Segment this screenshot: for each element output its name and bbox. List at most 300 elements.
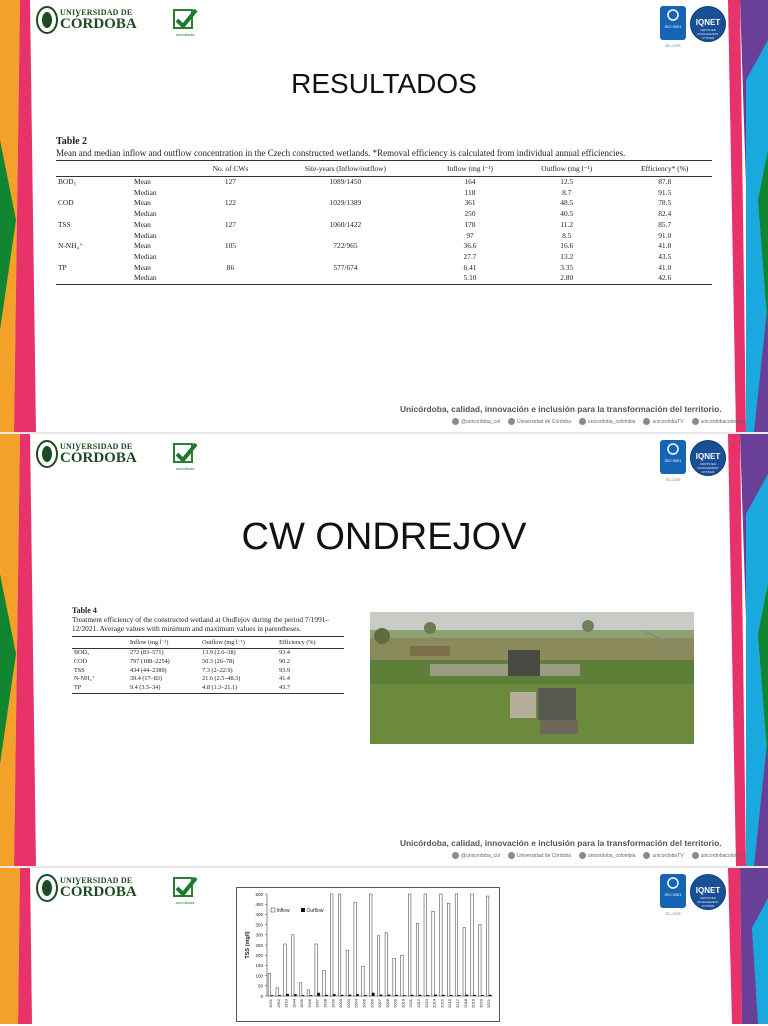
table-cell: 91.0 (658, 230, 672, 240)
table-cell: 43.5 (658, 251, 672, 261)
table-cell: Mean (134, 198, 151, 208)
table-row (56, 177, 712, 188)
table-cell (267, 188, 424, 199)
col-header: Efficiency* (%) (617, 161, 712, 177)
col-header: Efficiency (%) (277, 637, 344, 649)
table-cell: Median (134, 209, 157, 219)
outflow-bar (372, 993, 374, 996)
y-axis-label: TSS (mg/l) (245, 931, 251, 959)
outflow-bar (333, 994, 335, 996)
inflow-bar (331, 894, 333, 996)
table-cell: 2.80 (516, 273, 617, 284)
outflow-bar (349, 995, 351, 996)
outflow-bar (419, 995, 421, 996)
icontec-logo-icon (660, 440, 686, 456)
inflow-bar (401, 955, 403, 996)
x-tick-label: 2016 (447, 999, 453, 1008)
table-cell: 118 (464, 187, 476, 197)
iqnet-badge (690, 874, 726, 910)
social-twitter[interactable] (452, 418, 500, 425)
inflow-bar (424, 894, 426, 996)
inflow-bar (463, 928, 465, 996)
x-tick-label: 2019 (470, 999, 476, 1008)
inflow-bar (299, 983, 301, 996)
icontec-logo-icon (660, 6, 686, 22)
x-tick-label: 2012 (416, 999, 422, 1008)
table-cell (56, 231, 132, 242)
table-cell (194, 188, 267, 199)
table-cell: 39.4 (17–83) (130, 675, 162, 683)
table-row (72, 667, 344, 676)
table-cell: 8.7 (562, 187, 572, 197)
outflow-bar (294, 994, 296, 996)
table-cell: 50.3 (26–78) (202, 657, 235, 665)
x-tick-label: 1994 (291, 999, 297, 1008)
accreditation-badge (172, 876, 198, 906)
efficiency-table-czech (56, 136, 712, 285)
col-header: Outflow (mg l⁻¹) (200, 637, 277, 649)
outflow-bar (489, 995, 491, 996)
table-cell: 86 (226, 262, 235, 272)
x-tick-label: 2000 (338, 999, 344, 1008)
right-decorative-band (728, 434, 768, 866)
social-links (452, 418, 745, 425)
table-cell: 40.5 (560, 209, 574, 219)
table-cell: 12.5 (560, 177, 574, 186)
table-cell: 41.8 (658, 241, 672, 251)
x-tick-label: 2020 (478, 999, 484, 1008)
social-facebook[interactable] (508, 852, 571, 859)
outflow-bar (450, 995, 452, 996)
table-cell: COD (74, 657, 88, 665)
university-name-line1: UNIVERSIDAD DE (60, 8, 133, 17)
icontec-badge (660, 874, 686, 908)
table-row (56, 198, 712, 209)
x-tick-label: 2013 (423, 999, 429, 1008)
iqnet-sub: CERTIFIED MANAGEMENT SYSTEM (697, 28, 719, 40)
x-tick-label: 2003 (345, 999, 351, 1008)
table-cell: 36.6 (463, 241, 477, 251)
table-cell: 250 (464, 209, 476, 219)
table-cell: 27.7 (463, 251, 477, 261)
social-handle: unicordobacolombia (700, 852, 746, 859)
footer-slogan: Unicórdoba, calidad, innovación e inclusión para la transformación del territorio. (400, 838, 722, 848)
table-cell (56, 273, 132, 284)
y-tick-label: 450 (255, 902, 263, 907)
outflow-bar (411, 995, 413, 996)
inflow-bar (268, 974, 270, 996)
accreditation-label: acreditada (175, 32, 195, 37)
outflow-bar (286, 994, 288, 996)
instagram-icon (579, 418, 586, 425)
inflow-bar (432, 911, 434, 996)
table-cell (267, 252, 424, 263)
inflow-bar (408, 894, 410, 996)
table-cell: Mean (134, 219, 151, 229)
outflow-bar (442, 995, 444, 996)
inflow-bar (416, 924, 418, 996)
table-cell: 42.6 (617, 273, 712, 284)
inflow-bar (338, 894, 340, 996)
col-header: Inflow (mg l⁻¹) (128, 637, 200, 649)
x-tick-label: 2011 (408, 999, 414, 1008)
social-handle: unicordobaTV (652, 418, 684, 425)
table-cell: 90.2 (279, 657, 290, 665)
x-tick-label: 2018 (462, 999, 468, 1008)
outflow-bar (364, 995, 366, 996)
iqnet-sub: CERTIFIED MANAGEMENT SYSTEM (697, 896, 719, 908)
university-name-line1: UNIVERSIDAD DE (60, 442, 133, 451)
col-header: Outflow (mg l⁻¹) (516, 161, 617, 177)
inflow-bar (315, 944, 317, 996)
table-header-row (72, 637, 344, 649)
inflow-bar (486, 896, 488, 996)
x-tick-label: 1998 (322, 999, 328, 1008)
table-row (56, 188, 712, 199)
col-header: Site-years (Inflow/outflow) (267, 161, 424, 177)
instagram-icon (579, 852, 586, 859)
table-cell: 16.6 (560, 241, 574, 251)
social-links (452, 852, 745, 859)
university-name-line2: CÓRDOBA (60, 16, 137, 32)
outflow-bar (473, 995, 475, 996)
y-tick-label: 300 (255, 932, 263, 938)
accreditation-badge (172, 8, 198, 38)
social-instagram[interactable] (579, 418, 636, 425)
table-cell: Median (134, 251, 157, 261)
table-cell: 82.4 (658, 209, 672, 219)
footer-slogan: Unicórdoba, calidad, innovación e inclusión para la transformación del territorio. (400, 404, 722, 414)
x-tick-label: 2017 (454, 999, 460, 1008)
table-cell: 97 (466, 230, 474, 240)
outflow-bar (403, 995, 405, 996)
table-cell: 9.4 (3.5–34) (128, 684, 200, 693)
accreditation-label: acreditada (175, 900, 195, 905)
table-label: Table 4 (72, 606, 97, 615)
icontec-logo-icon (660, 874, 686, 890)
accreditation-label: acreditada (175, 466, 195, 471)
x-tick-label: 1991 (267, 999, 273, 1008)
table-cell: 78.5 (658, 198, 672, 208)
tss-chart-frame (236, 887, 500, 1022)
table-cell: 11.2 (560, 219, 574, 229)
icontec-code: ISO 9001 (664, 458, 682, 463)
table-row (56, 263, 712, 274)
slide-title: RESULTADOS (291, 68, 477, 99)
table-caption: Mean and median inflow and outflow concentration in the Czech constructed wetlands. *Removal efficiency is calculated from individual annual efficiencies. (56, 148, 626, 158)
youtube-icon (643, 418, 650, 425)
social-youtube[interactable] (643, 852, 683, 859)
x-tick-label: 1993 (283, 999, 289, 1008)
table-cell: N-NH₄⁺ (74, 675, 95, 683)
table-caption: Treatment efficiency of the constructed wetland at Ondřejov during the period 7/1991–12/2021. Average values with minimum and maximum values in parentheses. (72, 615, 330, 633)
y-tick-label: 500 (255, 891, 263, 897)
x-tick-label: 2005 (361, 999, 367, 1008)
table-row (72, 675, 344, 684)
iqnet-name: IQNET (695, 886, 721, 895)
table-cell: 1060/1422 (329, 219, 362, 229)
table-row (56, 231, 712, 242)
icontec-badge (660, 440, 686, 474)
x-tick-label: 1997 (314, 999, 320, 1008)
social-youtube[interactable] (643, 418, 683, 425)
checkmark-icon (172, 442, 198, 466)
table-cell: Median (132, 273, 194, 284)
social-handle: @unicordoba_col (461, 418, 500, 425)
table-cell: TSS (74, 666, 85, 674)
table-cell: 164 (464, 177, 476, 186)
table-cell (267, 209, 424, 220)
inflow-bar (377, 936, 379, 996)
checkmark-icon (172, 8, 198, 32)
table-cell: Mean (134, 177, 151, 186)
iqnet-badge (690, 6, 726, 42)
x-tick-label: 2009 (392, 999, 398, 1008)
inflow-bar (354, 902, 356, 996)
table-cell: 105 (224, 241, 236, 251)
y-tick-label: 200 (255, 953, 263, 958)
table-cell: 7.3 (2–22.9) (202, 666, 233, 674)
university-seal-icon (36, 439, 60, 469)
social-tiktok[interactable] (692, 418, 746, 425)
col-header: No. of CWs (194, 161, 267, 177)
icontec-sub: SC-CER (665, 911, 681, 916)
university-name-line1: UNIVERSIDAD DE (60, 876, 133, 885)
table-cell: 434 (44–2389) (130, 666, 167, 674)
university-seal-icon (36, 873, 60, 903)
table-cell: Median (134, 230, 157, 240)
col-header (72, 637, 128, 649)
outflow-bar (310, 995, 312, 996)
checkmark-icon (172, 876, 198, 900)
table-cell: 127 (224, 219, 236, 229)
outflow-bar (481, 995, 483, 996)
icontec-code: ISO 9001 (664, 892, 682, 897)
table-cell (56, 188, 132, 199)
table-cell: 93.4 (279, 649, 290, 656)
outflow-bar (278, 995, 280, 996)
table-cell: 361 (464, 198, 476, 208)
x-tick-label: 1999 (330, 999, 336, 1008)
outflow-bar (356, 994, 358, 996)
efficiency-table-ondrejov (72, 606, 344, 694)
inflow-bar (393, 958, 395, 996)
inflow-bar (479, 925, 481, 996)
inflow-bar (276, 988, 278, 996)
x-tick-label: 2004 (353, 999, 359, 1008)
tss-bar-chart (237, 888, 499, 1021)
table-cell: 577/674 (333, 262, 358, 272)
university-name-line2: CÓRDOBA (60, 450, 137, 466)
social-handle: unicordoba_colombia (587, 852, 636, 859)
table-row (72, 649, 344, 658)
facebook-icon (508, 418, 515, 425)
y-tick-label: 0 (260, 993, 263, 999)
table-cell: 8.5 (562, 230, 572, 240)
table-cell: COD (58, 198, 74, 208)
table-cell: 178 (464, 219, 476, 229)
table-label: Table 2 (56, 136, 88, 147)
outflow-bar (434, 995, 436, 996)
slide-title: CW ONDREJOV (241, 516, 527, 558)
social-twitter[interactable] (452, 852, 500, 859)
left-decorative-band (0, 434, 40, 866)
university-name-line2: CÓRDOBA (60, 884, 137, 900)
left-decorative-band (0, 0, 40, 432)
twitter-icon (452, 418, 459, 425)
social-instagram[interactable] (579, 852, 636, 859)
table-cell: 3.35 (560, 262, 574, 272)
twitter-icon (452, 852, 459, 859)
y-tick-label: 350 (255, 922, 263, 928)
table-cell (56, 252, 132, 263)
y-tick-label: 400 (255, 912, 263, 918)
table-cell: Mean (134, 262, 151, 272)
table-cell: 6.41 (463, 262, 477, 272)
y-tick-label: 250 (255, 942, 263, 948)
table-row (72, 658, 344, 667)
inflow-bar (323, 971, 325, 997)
table-row (56, 252, 712, 263)
legend-outflow-label: Outflow (306, 907, 324, 914)
table-cell: N-NH₄⁺ (58, 241, 83, 251)
university-logo (36, 5, 195, 37)
table-cell: 1089/1450 (329, 177, 362, 186)
outflow-bar (427, 995, 429, 996)
table-row (56, 209, 712, 220)
legend-inflow-swatch (271, 908, 275, 912)
iqnet-sub: CERTIFIED MANAGEMENT SYSTEM (697, 462, 719, 474)
x-tick-label: 2008 (384, 999, 390, 1008)
wetland-site-photo (370, 604, 694, 744)
x-tick-label: 1995 (299, 999, 305, 1008)
table-cell: 41.4 (279, 675, 290, 683)
table-cell: 43.7 (277, 684, 344, 693)
table-row (56, 273, 712, 284)
right-decorative-band (728, 0, 768, 432)
y-tick-label: 50 (257, 983, 263, 989)
table-row (56, 241, 712, 252)
inflow-bar (440, 894, 442, 996)
inflow-bar (471, 894, 473, 996)
university-seal-icon (36, 5, 60, 35)
icontec-badge (660, 6, 686, 40)
right-decorative-band (728, 868, 768, 1024)
social-tiktok[interactable] (692, 852, 746, 859)
table-cell (267, 231, 424, 242)
inflow-bar (455, 894, 457, 996)
outflow-bar (458, 995, 460, 996)
table-cell: BOD₅ (74, 649, 90, 656)
x-tick-label: 2021 (486, 999, 492, 1008)
x-tick-label: 2006 (369, 999, 375, 1008)
table-cell: 122 (224, 198, 236, 208)
inflow-bar (284, 944, 286, 996)
table-cell: 91.5 (658, 187, 672, 197)
y-tick-label: 100 (255, 973, 263, 979)
table-row (72, 684, 344, 693)
table-cell (194, 209, 267, 220)
table-cell: Mean (134, 241, 151, 251)
x-tick-label: 2010 (400, 999, 406, 1008)
x-tick-label: 2007 (377, 999, 383, 1008)
table-cell: 93.9 (279, 666, 290, 674)
legend-inflow-label: Inflow (276, 907, 290, 914)
slide-resultados (0, 0, 768, 432)
table-cell: TSS (58, 219, 71, 229)
col-header: Inflow (mg l⁻¹) (424, 161, 516, 177)
table-cell: 13.9 (2.6–38) (202, 649, 236, 656)
university-logo (36, 873, 195, 905)
social-handle: unicordobacolombia (700, 418, 746, 425)
table-cell (194, 252, 267, 263)
inflow-bar (362, 966, 364, 996)
iqnet-name: IQNET (695, 452, 721, 461)
x-tick-label: 1992 (275, 999, 281, 1008)
university-logo (36, 439, 195, 471)
icontec-sub: SC-CER (665, 477, 681, 482)
table-cell: 85.7 (658, 219, 672, 229)
table-cell: 13.2 (560, 251, 574, 261)
social-handle: Universidad de Córdoba (517, 852, 571, 859)
outflow-bar (395, 995, 397, 996)
table-cell: 21.6 (2.5–48.3) (202, 675, 241, 683)
table-cell: Median (134, 187, 157, 197)
social-handle: unicordoba_colombia (587, 418, 636, 425)
social-facebook[interactable] (508, 418, 571, 425)
outflow-bar (388, 995, 390, 996)
iqnet-name: IQNET (695, 18, 721, 27)
col-header (132, 161, 194, 177)
table-header-row (56, 161, 712, 177)
outflow-bar (302, 995, 304, 996)
x-tick-label: 2014 (431, 999, 437, 1008)
icontec-code: ISO 9001 (664, 24, 682, 29)
y-tick-label: 150 (255, 963, 263, 969)
tiktok-icon (692, 418, 699, 425)
table-cell (194, 273, 267, 284)
social-handle: @unicordoba_col (461, 852, 500, 859)
social-handle: Universidad de Córdoba (517, 418, 571, 425)
table-row (56, 220, 712, 231)
outflow-bar (271, 995, 273, 996)
inflow-bar (385, 933, 387, 996)
table-cell: 87.8 (658, 177, 672, 186)
table-cell: 127 (224, 177, 236, 186)
table-cell (56, 209, 132, 220)
outflow-bar (465, 995, 467, 996)
outflow-bar (341, 995, 343, 996)
inflow-bar (447, 903, 449, 996)
left-decorative-band (0, 868, 40, 1024)
youtube-icon (643, 852, 650, 859)
table-cell: TP (72, 684, 128, 693)
social-handle: unicordobaTV (652, 852, 684, 859)
inflow-bar (292, 935, 294, 996)
table-cell: 272 (83–571) (130, 649, 164, 656)
table-cell (267, 273, 424, 284)
outflow-bar (380, 995, 382, 996)
icontec-sub: SC-CER (665, 43, 681, 48)
table-cell: TP (58, 262, 67, 272)
table-cell: 48.5 (560, 198, 574, 208)
inflow-bar (369, 894, 371, 996)
facebook-icon (508, 852, 515, 859)
col-header (56, 161, 132, 177)
outflow-bar (325, 995, 327, 996)
iqnet-badge (690, 440, 726, 476)
tiktok-icon (692, 852, 699, 859)
